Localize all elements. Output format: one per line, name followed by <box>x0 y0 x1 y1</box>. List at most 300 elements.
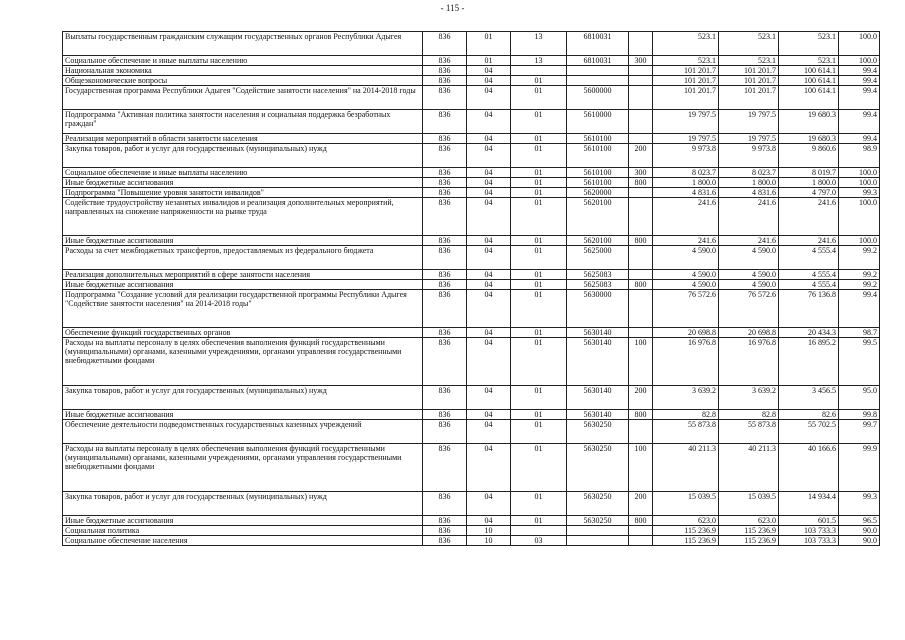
plan-amount: 4 590.0 <box>653 280 719 290</box>
section-code: 04 <box>467 144 511 168</box>
section-code: 10 <box>467 526 511 536</box>
ministry-code: 836 <box>423 110 467 134</box>
refined-amount: 3 639.2 <box>719 386 779 410</box>
subsection-code: 01 <box>511 516 567 526</box>
plan-amount: 1 800.0 <box>653 178 719 188</box>
expense-type: 300 <box>629 168 653 178</box>
subsection-code <box>511 526 567 536</box>
ministry-code: 836 <box>423 86 467 110</box>
refined-amount: 19 797.5 <box>719 134 779 144</box>
plan-amount: 4 590.0 <box>653 270 719 280</box>
table-row <box>63 270 880 280</box>
ministry-code: 836 <box>423 246 467 270</box>
expense-type: 200 <box>629 386 653 410</box>
table-row <box>63 338 880 386</box>
expense-type: 800 <box>629 410 653 420</box>
expense-type <box>629 66 653 76</box>
subsection-code: 01 <box>511 178 567 188</box>
expense-type: 800 <box>629 178 653 188</box>
target-code <box>567 66 629 76</box>
refined-amount: 4 831.6 <box>719 188 779 198</box>
target-code: 5610000 <box>567 110 629 134</box>
row-name: Подпрограмма "Повышение уровня занятости инвалидов" <box>63 188 423 198</box>
refined-amount: 241.6 <box>719 236 779 246</box>
target-code: 5630140 <box>567 338 629 386</box>
execution-percent: 100.0 <box>839 56 880 66</box>
executed-amount: 100 614.1 <box>779 76 839 86</box>
subsection-code: 01 <box>511 246 567 270</box>
subsection-code <box>511 66 567 76</box>
plan-amount: 55 873.8 <box>653 420 719 444</box>
refined-amount: 101 201.7 <box>719 86 779 110</box>
row-name: Социальная политика <box>63 526 423 536</box>
executed-amount: 241.6 <box>779 198 839 236</box>
plan-amount: 241.6 <box>653 236 719 246</box>
table-row <box>63 328 880 338</box>
subsection-code: 01 <box>511 76 567 86</box>
row-name: Социальное обеспечение и иные выплаты населению <box>63 168 423 178</box>
execution-percent: 99.8 <box>839 410 880 420</box>
ministry-code: 836 <box>423 444 467 492</box>
table-row <box>63 492 880 516</box>
budget-table <box>62 31 880 546</box>
row-name: Закупка товаров, работ и услуг для государственных (муниципальных) нужд <box>63 144 423 168</box>
target-code: 5625000 <box>567 246 629 270</box>
section-code: 10 <box>467 536 511 546</box>
expense-type: 200 <box>629 492 653 516</box>
refined-amount: 1 800.0 <box>719 178 779 188</box>
row-name: Выплаты государственным гражданским служащим государственных органов Республики Адыгея <box>63 32 423 56</box>
subsection-code: 01 <box>511 290 567 328</box>
subsection-code: 01 <box>511 236 567 246</box>
ministry-code: 836 <box>423 32 467 56</box>
executed-amount: 82.6 <box>779 410 839 420</box>
row-name: Расходы на выплаты персоналу в целях обеспечения выполнения функций государственными (муниципальными) органами, казенными учреждениями, органами управления государственными внебюджетными фондами <box>63 338 423 386</box>
table-body <box>63 32 880 546</box>
executed-amount: 4 555.4 <box>779 270 839 280</box>
table-row <box>63 86 880 110</box>
row-name: Расходы за счет межбюджетных трансфертов, предоставляемых из федерального бюджета <box>63 246 423 270</box>
plan-amount: 76 572.6 <box>653 290 719 328</box>
subsection-code: 01 <box>511 134 567 144</box>
section-code: 04 <box>467 134 511 144</box>
execution-percent: 99.4 <box>839 110 880 134</box>
subsection-code: 01 <box>511 420 567 444</box>
row-name: Подпрограмма "Создание условий для реализации государственной программы Республики Адыгея "Содействие занятости населения" на 2014-2018 годы" <box>63 290 423 328</box>
row-name: Закупка товаров, работ и услуг для государственных (муниципальных) нужд <box>63 492 423 516</box>
refined-amount: 523.1 <box>719 56 779 66</box>
plan-amount: 523.1 <box>653 56 719 66</box>
row-name: Иные бюджетные ассигнования <box>63 178 423 188</box>
plan-amount: 9 973.8 <box>653 144 719 168</box>
section-code: 04 <box>467 338 511 386</box>
table-row <box>63 386 880 410</box>
expense-type <box>629 32 653 56</box>
subsection-code: 01 <box>511 338 567 386</box>
subsection-code: 01 <box>511 492 567 516</box>
subsection-code: 01 <box>511 144 567 168</box>
table-row <box>63 56 880 66</box>
executed-amount: 76 136.8 <box>779 290 839 328</box>
section-code: 04 <box>467 178 511 188</box>
expense-type <box>629 420 653 444</box>
executed-amount: 16 895.2 <box>779 338 839 386</box>
row-name: Национальная экономика <box>63 66 423 76</box>
execution-percent: 90.0 <box>839 536 880 546</box>
expense-type: 800 <box>629 280 653 290</box>
execution-percent: 96.5 <box>839 516 880 526</box>
execution-percent: 100.0 <box>839 178 880 188</box>
refined-amount: 101 201.7 <box>719 76 779 86</box>
subsection-code: 01 <box>511 280 567 290</box>
refined-amount: 19 797.5 <box>719 110 779 134</box>
ministry-code: 836 <box>423 198 467 236</box>
subsection-code: 01 <box>511 168 567 178</box>
plan-amount: 15 039.5 <box>653 492 719 516</box>
row-name: Иные бюджетные ассигнования <box>63 410 423 420</box>
section-code: 01 <box>467 56 511 66</box>
ministry-code: 836 <box>423 526 467 536</box>
executed-amount: 601.5 <box>779 516 839 526</box>
section-code: 04 <box>467 188 511 198</box>
execution-percent: 99.2 <box>839 270 880 280</box>
section-code: 04 <box>467 410 511 420</box>
row-name: Обеспечение деятельности подведомственных государственных казенных учреждений <box>63 420 423 444</box>
section-code: 04 <box>467 328 511 338</box>
expense-type: 800 <box>629 516 653 526</box>
refined-amount: 623.0 <box>719 516 779 526</box>
execution-percent: 99.2 <box>839 280 880 290</box>
execution-percent: 100.0 <box>839 198 880 236</box>
ministry-code: 836 <box>423 492 467 516</box>
execution-percent: 100.0 <box>839 236 880 246</box>
target-code: 5630140 <box>567 410 629 420</box>
target-code: 5625083 <box>567 280 629 290</box>
subsection-code: 03 <box>511 536 567 546</box>
target-code: 6810031 <box>567 56 629 66</box>
target-code: 5600000 <box>567 86 629 110</box>
expense-type: 100 <box>629 338 653 386</box>
executed-amount: 100 614.1 <box>779 86 839 110</box>
target-code <box>567 526 629 536</box>
ministry-code: 836 <box>423 280 467 290</box>
table-row <box>63 134 880 144</box>
expense-type <box>629 188 653 198</box>
ministry-code: 836 <box>423 270 467 280</box>
refined-amount: 8 023.7 <box>719 168 779 178</box>
subsection-code: 13 <box>511 56 567 66</box>
ministry-code: 836 <box>423 386 467 410</box>
executed-amount: 1 800.0 <box>779 178 839 188</box>
plan-amount: 523.1 <box>653 32 719 56</box>
table-row <box>63 178 880 188</box>
page-number: - 115 - <box>440 3 465 13</box>
target-code <box>567 536 629 546</box>
table-row <box>63 290 880 328</box>
execution-percent: 100.0 <box>839 168 880 178</box>
execution-percent: 99.2 <box>839 246 880 270</box>
expense-type <box>629 110 653 134</box>
target-code: 5630250 <box>567 492 629 516</box>
ministry-code: 836 <box>423 420 467 444</box>
table-row <box>63 410 880 420</box>
plan-amount: 241.6 <box>653 198 719 236</box>
subsection-code: 01 <box>511 110 567 134</box>
plan-amount: 101 201.7 <box>653 86 719 110</box>
expense-type <box>629 290 653 328</box>
ministry-code: 836 <box>423 236 467 246</box>
plan-amount: 82.8 <box>653 410 719 420</box>
target-code: 5620100 <box>567 236 629 246</box>
target-code: 5620100 <box>567 198 629 236</box>
expense-type: 800 <box>629 236 653 246</box>
executed-amount: 19 680.3 <box>779 134 839 144</box>
executed-amount: 8 019.7 <box>779 168 839 178</box>
section-code: 04 <box>467 420 511 444</box>
plan-amount: 40 211.3 <box>653 444 719 492</box>
refined-amount: 82.8 <box>719 410 779 420</box>
execution-percent: 99.4 <box>839 290 880 328</box>
section-code: 04 <box>467 516 511 526</box>
refined-amount: 241.6 <box>719 198 779 236</box>
ministry-code: 836 <box>423 134 467 144</box>
table-row <box>63 236 880 246</box>
ministry-code: 836 <box>423 168 467 178</box>
section-code: 04 <box>467 168 511 178</box>
refined-amount: 9 973.8 <box>719 144 779 168</box>
plan-amount: 115 236.9 <box>653 526 719 536</box>
ministry-code: 836 <box>423 536 467 546</box>
expense-type: 200 <box>629 144 653 168</box>
execution-percent: 99.3 <box>839 188 880 198</box>
executed-amount: 4 797.0 <box>779 188 839 198</box>
execution-percent: 99.7 <box>839 420 880 444</box>
table-row <box>63 526 880 536</box>
executed-amount: 4 555.4 <box>779 246 839 270</box>
executed-amount: 100 614.1 <box>779 66 839 76</box>
executed-amount: 3 456.5 <box>779 386 839 410</box>
row-name: Реализация мероприятий в области занятости населения <box>63 134 423 144</box>
row-name: Закупка товаров, работ и услуг для государственных (муниципальных) нужд <box>63 386 423 410</box>
row-name: Расходы на выплаты персоналу в целях обеспечения выполнения функций государственными (муниципальными) органами, казенными учреждениями, органами управления государственными внебюджетными фондами <box>63 444 423 492</box>
section-code: 04 <box>467 492 511 516</box>
section-code: 04 <box>467 246 511 270</box>
section-code: 04 <box>467 270 511 280</box>
row-name: Обеспечение функций государственных органов <box>63 328 423 338</box>
expense-type <box>629 270 653 280</box>
target-code: 5610100 <box>567 178 629 188</box>
row-name: Государственная программа Республики Адыгея "Содействие занятости населения" на 2014-2018 годы <box>63 86 423 110</box>
target-code: 5630140 <box>567 386 629 410</box>
plan-amount: 4 831.6 <box>653 188 719 198</box>
target-code: 5630000 <box>567 290 629 328</box>
expense-type: 100 <box>629 444 653 492</box>
subsection-code: 01 <box>511 198 567 236</box>
target-code: 5610100 <box>567 134 629 144</box>
target-code: 5610100 <box>567 168 629 178</box>
subsection-code: 01 <box>511 188 567 198</box>
table-row <box>63 444 880 492</box>
execution-percent: 99.4 <box>839 66 880 76</box>
refined-amount: 4 590.0 <box>719 280 779 290</box>
subsection-code: 13 <box>511 32 567 56</box>
table-row <box>63 536 880 546</box>
section-code: 04 <box>467 236 511 246</box>
table-row <box>63 516 880 526</box>
row-name: Иные бюджетные ассигнования <box>63 516 423 526</box>
ministry-code: 836 <box>423 338 467 386</box>
row-name: Социальное обеспечение населения <box>63 536 423 546</box>
ministry-code: 836 <box>423 290 467 328</box>
target-code: 5630250 <box>567 516 629 526</box>
subsection-code: 01 <box>511 386 567 410</box>
refined-amount: 20 698.8 <box>719 328 779 338</box>
row-name: Содействие трудоустройству незанятых инвалидов и реализация дополнительных мероприятий, направленных на снижение напряженности на рынке труда <box>63 198 423 236</box>
expense-type <box>629 246 653 270</box>
table-row <box>63 168 880 178</box>
plan-amount: 101 201.7 <box>653 66 719 76</box>
ministry-code: 836 <box>423 144 467 168</box>
expense-type <box>629 86 653 110</box>
table-row <box>63 280 880 290</box>
subsection-code: 01 <box>511 410 567 420</box>
executed-amount: 103 733.3 <box>779 536 839 546</box>
refined-amount: 101 201.7 <box>719 66 779 76</box>
plan-amount: 19 797.5 <box>653 110 719 134</box>
subsection-code: 01 <box>511 86 567 110</box>
refined-amount: 115 236.9 <box>719 536 779 546</box>
refined-amount: 4 590.0 <box>719 246 779 270</box>
executed-amount: 523.1 <box>779 56 839 66</box>
section-code: 04 <box>467 280 511 290</box>
plan-amount: 8 023.7 <box>653 168 719 178</box>
expense-type <box>629 328 653 338</box>
ministry-code: 836 <box>423 76 467 86</box>
section-code: 04 <box>467 76 511 86</box>
target-code: 5630250 <box>567 420 629 444</box>
ministry-code: 836 <box>423 178 467 188</box>
target-code: 5610100 <box>567 144 629 168</box>
executed-amount: 40 166.6 <box>779 444 839 492</box>
section-code: 04 <box>467 290 511 328</box>
ministry-code: 836 <box>423 188 467 198</box>
refined-amount: 76 572.6 <box>719 290 779 328</box>
row-name: Подпрограмма "Активная политика занятости населения и социальная поддержка безработных граждан" <box>63 110 423 134</box>
executed-amount: 14 934.4 <box>779 492 839 516</box>
plan-amount: 16 976.8 <box>653 338 719 386</box>
plan-amount: 3 639.2 <box>653 386 719 410</box>
execution-percent: 99.3 <box>839 492 880 516</box>
row-name: Реализация дополнительных мероприятий в сфере занятости населения <box>63 270 423 280</box>
executed-amount: 4 555.4 <box>779 280 839 290</box>
execution-percent: 99.5 <box>839 338 880 386</box>
row-name: Социальное обеспечение и иные выплаты населению <box>63 56 423 66</box>
row-name: Иные бюджетные ассигнования <box>63 236 423 246</box>
ministry-code: 836 <box>423 328 467 338</box>
table-row <box>63 144 880 168</box>
table-row <box>63 32 880 56</box>
executed-amount: 9 860.6 <box>779 144 839 168</box>
execution-percent: 99.9 <box>839 444 880 492</box>
execution-percent: 99.4 <box>839 86 880 110</box>
target-code: 5630140 <box>567 328 629 338</box>
expense-type <box>629 526 653 536</box>
ministry-code: 836 <box>423 56 467 66</box>
executed-amount: 241.6 <box>779 236 839 246</box>
section-code: 04 <box>467 86 511 110</box>
section-code: 04 <box>467 66 511 76</box>
expense-type: 300 <box>629 56 653 66</box>
section-code: 01 <box>467 32 511 56</box>
execution-percent: 99.4 <box>839 134 880 144</box>
row-name: Общеэкономические вопросы <box>63 76 423 86</box>
executed-amount: 103 733.3 <box>779 526 839 536</box>
ministry-code: 836 <box>423 66 467 76</box>
refined-amount: 16 976.8 <box>719 338 779 386</box>
plan-amount: 20 698.8 <box>653 328 719 338</box>
target-code: 6810031 <box>567 32 629 56</box>
target-code: 5630250 <box>567 444 629 492</box>
plan-amount: 19 797.5 <box>653 134 719 144</box>
executed-amount: 20 434.3 <box>779 328 839 338</box>
executed-amount: 55 702.5 <box>779 420 839 444</box>
refined-amount: 55 873.8 <box>719 420 779 444</box>
refined-amount: 15 039.5 <box>719 492 779 516</box>
executed-amount: 523.1 <box>779 32 839 56</box>
subsection-code: 01 <box>511 444 567 492</box>
refined-amount: 4 590.0 <box>719 270 779 280</box>
execution-percent: 99.4 <box>839 76 880 86</box>
execution-percent: 100.0 <box>839 32 880 56</box>
section-code: 04 <box>467 110 511 134</box>
table-row <box>63 66 880 76</box>
ministry-code: 836 <box>423 516 467 526</box>
expense-type <box>629 76 653 86</box>
subsection-code: 01 <box>511 270 567 280</box>
refined-amount: 40 211.3 <box>719 444 779 492</box>
plan-amount: 115 236.9 <box>653 536 719 546</box>
plan-amount: 623.0 <box>653 516 719 526</box>
subsection-code: 01 <box>511 328 567 338</box>
table-row <box>63 76 880 86</box>
target-code: 5625083 <box>567 270 629 280</box>
execution-percent: 98.9 <box>839 144 880 168</box>
executed-amount: 19 680.3 <box>779 110 839 134</box>
expense-type <box>629 198 653 236</box>
plan-amount: 101 201.7 <box>653 76 719 86</box>
execution-percent: 90.0 <box>839 526 880 536</box>
table-row <box>63 246 880 270</box>
row-name: Иные бюджетные ассигнования <box>63 280 423 290</box>
section-code: 04 <box>467 386 511 410</box>
target-code: 5620000 <box>567 188 629 198</box>
section-code: 04 <box>467 444 511 492</box>
table-row <box>63 420 880 444</box>
target-code <box>567 76 629 86</box>
execution-percent: 98.7 <box>839 328 880 338</box>
execution-percent: 95.0 <box>839 386 880 410</box>
table-row <box>63 198 880 236</box>
expense-type <box>629 536 653 546</box>
plan-amount: 4 590.0 <box>653 246 719 270</box>
section-code: 04 <box>467 198 511 236</box>
refined-amount: 115 236.9 <box>719 526 779 536</box>
table-row <box>63 110 880 134</box>
ministry-code: 836 <box>423 410 467 420</box>
refined-amount: 523.1 <box>719 32 779 56</box>
table-row <box>63 188 880 198</box>
expense-type <box>629 134 653 144</box>
